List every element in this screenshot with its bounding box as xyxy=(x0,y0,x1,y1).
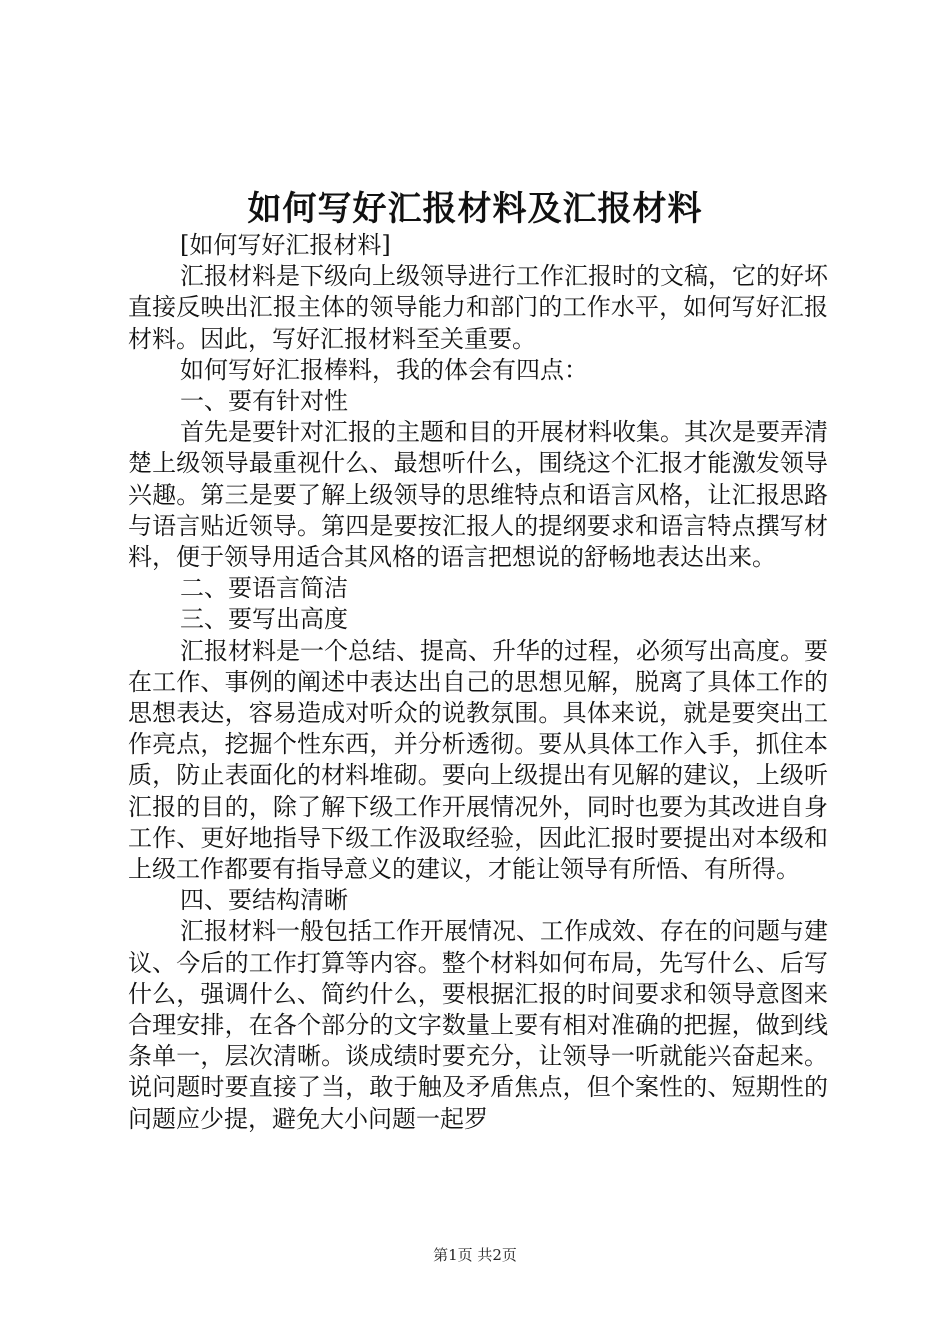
document-body xyxy=(128,230,828,1135)
section-heading-2: 二、要语言简洁 xyxy=(180,574,348,603)
section-heading-1: 一、要有针对性 xyxy=(180,387,348,416)
document-title: 如何写好汇报材料及汇报材料 xyxy=(247,189,703,229)
paragraph-intro: 汇报材料是下级向上级领导进行工作汇报时的文稿，它的好坏直接反映出汇报主体的领导能力和部门的工作水平，如何写好汇报材料。因此，写好汇报材料至关重要。 xyxy=(128,262,828,353)
paragraph-section-4: 汇报材料一般包括工作开展情况、工作成效、存在的问题与建议、今后的工作打算等内容。整个材料如何布局，先写什么、后写什么，强调什么、简约什么，要根据汇报的时间要求和领导意图来合理安排，在各个部分的文字数量上要有相对准确的把握，做到线条单一，层次清晰。谈成绩时要充分，让领导一听就能兴奋起来。说问题时要直接了当，敢于触及矛盾焦点，但个案性的、短期性的问题应少提，避免大小问题一起罗 xyxy=(128,917,828,1133)
paragraph-bracket-heading: [如何写好汇报材料] xyxy=(180,231,391,259)
section-heading-3: 三、要写出高度 xyxy=(180,605,348,634)
paragraph-section-1: 首先是要针对汇报的主题和目的开展材料收集。其次是要弄清楚上级领导最重视什么、最想听什么，围绕这个汇报才能激发领导兴趣。第三是要了解上级领导的思维特点和语言风格，让汇报思路与语言贴近领导。第四是要按汇报人的提纲要求和语言特点撰写材料，便于领导用适合其风格的语言把想说的舒畅地表达出来。 xyxy=(128,418,828,572)
paragraph-section-3: 汇报材料是一个总结、提高、升华的过程，必须写出高度。要在工作、事例的阐述中表达出自己的思想见解，脱离了具体工作的思想表达，容易造成对听众的说教氛围。具体来说，就是要突出工作亮点，挖掘个性东西，并分析透彻。要从具体工作入手，抓住本质，防止表面化的材料堆砌。要向上级提出有见解的建议，上级听汇报的目的，除了解下级工作开展情况外，同时也要为其改进自身工作、更好地指导下级工作汲取经验，因此汇报时要提出对本级和上级工作都要有指导意义的建议，才能让领导有所悟、有所得。 xyxy=(128,636,828,884)
paragraph-four-points: 如何写好汇报棒料，我的体会有四点： xyxy=(180,355,588,384)
section-heading-4: 四、要结构清晰 xyxy=(180,886,348,915)
page-number-footer: 第1页 共2页 xyxy=(433,1246,517,1264)
